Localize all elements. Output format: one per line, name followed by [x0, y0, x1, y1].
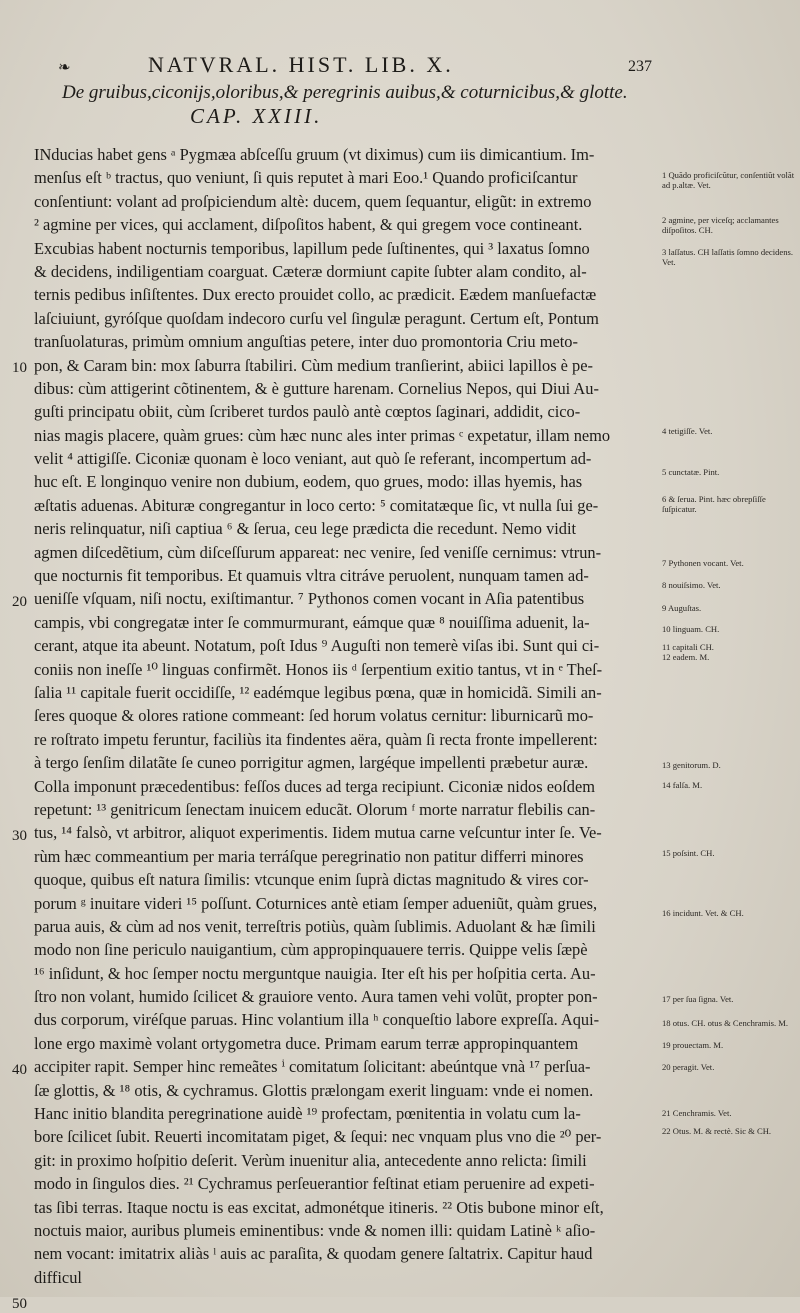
- text-line: repetunt: ¹³ genitricum ſenectam inuicem educãt. Olorum ᶠ morte narratur flebilis can-: [34, 799, 596, 819]
- body-text: [34, 143, 660, 1289]
- text-line: difficul: [34, 1267, 82, 1287]
- margin-note: 16 incidunt. Vet. & CH.: [662, 908, 744, 918]
- margin-note: 5 cunctatæ. Pint.: [662, 467, 720, 477]
- text-line: ueniſſe vſquam, niſi noctu, exiſtimantur. ⁷ Pythonos comen vocant in Aſia patentibus: [34, 589, 585, 609]
- text-line: dibus: cùm attigerint cõtinentem, & è gutture harenam. Cornelius Nepos, qui Diui Au-: [34, 378, 599, 398]
- text-line: coniis non ineſſe ¹⁰ linguas confirmẽt. Honos iis ᵈ ſerpentium exitio tantus, vt in ᵉ Theſ-: [34, 659, 603, 679]
- margin-note: 11 capitali CH.: [662, 642, 714, 652]
- line-number: 30: [12, 827, 27, 844]
- margin-note: 2 agmine, per viceſq; acclamantes diſpoſitos. CH.: [662, 215, 779, 235]
- chapter-title: De gruibus,ciconijs,oloribus,& peregrinis auibus,& coturnicibus,& glotte.: [62, 82, 628, 103]
- line-number: 50: [12, 1295, 27, 1312]
- line-number: 20: [12, 593, 27, 610]
- text-line: que nocturnis fit temporibus. Et quamuis vltra citráve peruolent, nunquam tamen ad-: [34, 566, 589, 586]
- text-line: conſentiunt: volant ad proſpiciendum altè: ducem, quem ſequantur, eligũt: in extremo: [34, 191, 592, 211]
- text-line: noctuis maior, auribus plumeis eminentibus: vnde & nomen illi: quidam Latinè ᵏ aſio-: [34, 1220, 596, 1240]
- text-line: & decidens, indiligentiam coarguat. Cæteræ dormiunt capite ſubter alam condito, al-: [34, 261, 587, 281]
- text-line: quoque, quibus eſt natura ſimilis: vtcunque enim ſuprà dictas magnitudo & vires cor-: [34, 870, 589, 890]
- text-line: Excubias habent nocturnis temporibus, lapillum pede ſuſtinentes, qui ³ laxatus ſomno: [34, 238, 590, 258]
- margin-note: 8 nouiſsimo. Vet.: [662, 580, 721, 590]
- text-line: ternis pedibus inſiſtentes. Dux erecto prouidet collo, ac prædicit. Eædem manſuefactæ: [34, 285, 597, 305]
- text-line: à tergo ſenſim dilatãte ſe cuneo porrigitur agmen, largéque impellenti præbetur auræ.: [34, 753, 589, 773]
- text-line: parua auis, & cùm ad nos venit, terreſtris potiùs, quàm ſublimis. Aduolant & hæ ſimili: [34, 916, 596, 936]
- text-line: neris relinquatur, niſi captiua ⁶ & ſerua, ceu lege prædicta die recedunt. Nemo vidit: [34, 519, 577, 539]
- text-line: ¹⁶ inſidunt, & hoc ſemper noctu merguntque nauigia. Iter eſt his per hoſpitia certa. Au-: [34, 963, 596, 983]
- margin-note: 7 Pythonen vocant. Vet.: [662, 558, 744, 568]
- text-line: Colla imponunt præcedentibus: feſſos duces ad terga recipiunt. Ciconiæ nidos eoſdem: [34, 776, 595, 796]
- text-line: dus corporum, viréſque paruas. Hinc volantium illa ʰ conqueſtio labore expreſſa. Aqui-: [34, 1010, 600, 1030]
- text-line: modo in ſingulos dies. ²¹ Cychramus perſeuerantior feſtinat etiam peruenire ad expeti-: [34, 1174, 595, 1194]
- text-line: nem vocant: imitatrix aliàs ˡ auis ac paraſita, & quodam genere ſaltatrix. Capitur haud: [34, 1244, 593, 1264]
- text-line: guſti principatu obiit, cùm ſcriberet turdos paulò antè cœptos ſaginari, addidit, cico-: [34, 402, 581, 422]
- text-line: laſciuiunt, gyróſque quoſdam indecoro curſu vel ſingulæ peragunt. Certum eſt, Pontum: [34, 308, 599, 328]
- text-line: cerant, atque ita abeunt. Notatum, poſt Idus ⁹ Auguſti non temerè viſas ibi. Sunt qui ci-: [34, 636, 600, 656]
- margin-note: 13 genitorum. D.: [662, 760, 721, 770]
- text-line: tranſuolaturas, primùm omnium anguſtias petere, inter duo promontoria Criu meto-: [34, 332, 578, 352]
- text-line: INducias habet gens ᵃ Pygmæa abſceſſu gruum (vt diximus) cum iis dimicantium. Im-: [34, 145, 595, 164]
- margin-note: 21 Cenchramis. Vet.: [662, 1108, 732, 1118]
- text-line: lone ergo maximè volant ortygometra duce. Primam earum terræ appropinquantem: [34, 1033, 579, 1053]
- text-line: porum ᵍ inuitare videri ¹⁵ poſſunt. Coturnices antè etiam ſemper adueniũt, quàm grues,: [34, 893, 598, 913]
- margin-note: 20 peragit. Vet.: [662, 1062, 715, 1072]
- text-line: accipiter rapit. Semper hinc remeãtes ⁱ comitatum ſolicitant: abeúntque vnà ¹⁷ perſua-: [34, 1057, 591, 1077]
- text-line: campis, vbi congregatæ inter ſe commurmurant, eámque quæ ⁸ nouiſſima aduenit, la-: [34, 612, 590, 632]
- text-line: agmen diſcedẽtium, cùm diſceſſurum appareat: nec venire, ſed veniſſe cernimus: vtrun-: [34, 542, 602, 562]
- margin-note: 17 per ſua ſigna. Vet.: [662, 994, 734, 1004]
- margin-note: 18 otus. CH. otus & Cenchramis. M.: [662, 1018, 789, 1028]
- text-line: tas ſibi terras. Itaque noctu is eas excitat, admonétque itineris. ²² Otis bubone minor eſt,: [34, 1197, 604, 1217]
- text-line: huc eſt. E longinquo venire non dubium, eodem, quo grues, modo: illas hyemis, has: [34, 472, 583, 492]
- margin-note: 14 falſa. M.: [662, 780, 703, 790]
- margin-note: 6 & ſerua. Pint. hæc obrepſiſſe ſuſpicatur.: [662, 494, 766, 514]
- ornament-icon: ❧: [58, 60, 71, 76]
- margin-note: 22 Otus. M. & rectè. Sic & CH.: [662, 1126, 772, 1136]
- text-line: nias magis placere, quàm grues: cùm hæc nunc ales inter primas ᶜ expetatur, illam nemo: [34, 425, 611, 445]
- margin-note: 15 poſsint. CH.: [662, 848, 715, 858]
- text-line: æſtatis aduenas. Abituræ congregantur in loco certo: ⁵ comitatæque ſic, vt nulla ſui ge-: [34, 495, 599, 515]
- margin-note: 9 Auguſtas.: [662, 603, 702, 613]
- text-line: velit ⁴ attigiſſe. Ciconiæ quonam è loco veniant, aut quò ſe referant, incompertum ad-: [34, 449, 592, 469]
- margin-note: 12 eadem. M.: [662, 652, 710, 662]
- text-line: rùm hæc commeantium per maria terráſque peregrinatio non patitur differri minores: [34, 846, 584, 866]
- text-line: menſus eſt ᵇ tractus, quo veniunt, ſi quis reputet à mari Eoo.¹ Quando proficiſcantur: [34, 168, 578, 188]
- margin-note: 19 prouectam. M.: [662, 1040, 724, 1050]
- margin-note: 4 tetigiſſe. Vet.: [662, 426, 713, 436]
- text-line: bore ſcilicet ſubit. Reuerti incomitatam piget, & ſequi: nec vnquam plus vno die ²⁰ per-: [34, 1127, 602, 1147]
- text-line: ſalia ¹¹ capitale fuerit occidiſſe, ¹² eadémque legibus pœna, quæ in homicidã. Simili an-: [34, 682, 602, 702]
- text-line: Hanc initio blandita peregrinatione auidè ¹⁹ profectam, pœnitentia in volatu cum la-: [34, 1104, 581, 1124]
- margin-note: 1 Quãdo proficiſcũtur, conſentiũt volãt ad p.altæ. Vet.: [662, 170, 795, 190]
- running-head: NATVRAL. HIST. LIB. X.: [148, 52, 454, 77]
- chapter-number: CAP. XXIII.: [190, 104, 323, 128]
- margin-note: 10 linguam. CH.: [662, 624, 720, 634]
- line-number: 10: [12, 359, 27, 376]
- text-line: re roſtrato impetu feruntur, faciliùs ita findentes aëra, quàm ſi recta fronte impellerent:: [34, 729, 598, 749]
- text-line: ² agmine per vices, qui acclament, diſpoſitos habent, & qui gregem voce contineant.: [34, 215, 583, 235]
- text-line: pon, & Caram bin: mox ſaburra ſtabiliri. Cùm medium tranſierint, abiici lapillos è pe-: [34, 355, 593, 375]
- margin-note: 3 laſſatus. CH laſſatis ſomno decidens. Vet.: [662, 247, 794, 267]
- line-number: 40: [12, 1061, 27, 1078]
- text-line: ſtro non volant, humido ſcilicet & grauiore vento. Aura tamen vehi volũt, propter pon-: [34, 987, 598, 1007]
- text-line: git: in proximo hoſpitio deſerit. Verùm inuenitur alia, antecedente anno relicta: ſimili: [34, 1150, 587, 1170]
- text-line: ſæ glottis, & ¹⁸ otis, & cychramus. Glottis prælongam exerit linguam: vnde ei nomen.: [34, 1080, 594, 1100]
- text-line: tus, ¹⁴ falsò, vt arbitror, aliquot experimentis. Iidem mutua carne veſcuntur inter ſe. Ve-: [34, 823, 602, 843]
- text-line: ſeres quoque & olores ratione commeant: ſed horum volatus cernitur: liburnicarũ mo-: [34, 706, 594, 726]
- text-line: modo non ſine periculo nauigantium, cùm appropinquauere terris. Quippe velis ſæpè: [34, 940, 588, 960]
- page-number: 237: [628, 58, 652, 75]
